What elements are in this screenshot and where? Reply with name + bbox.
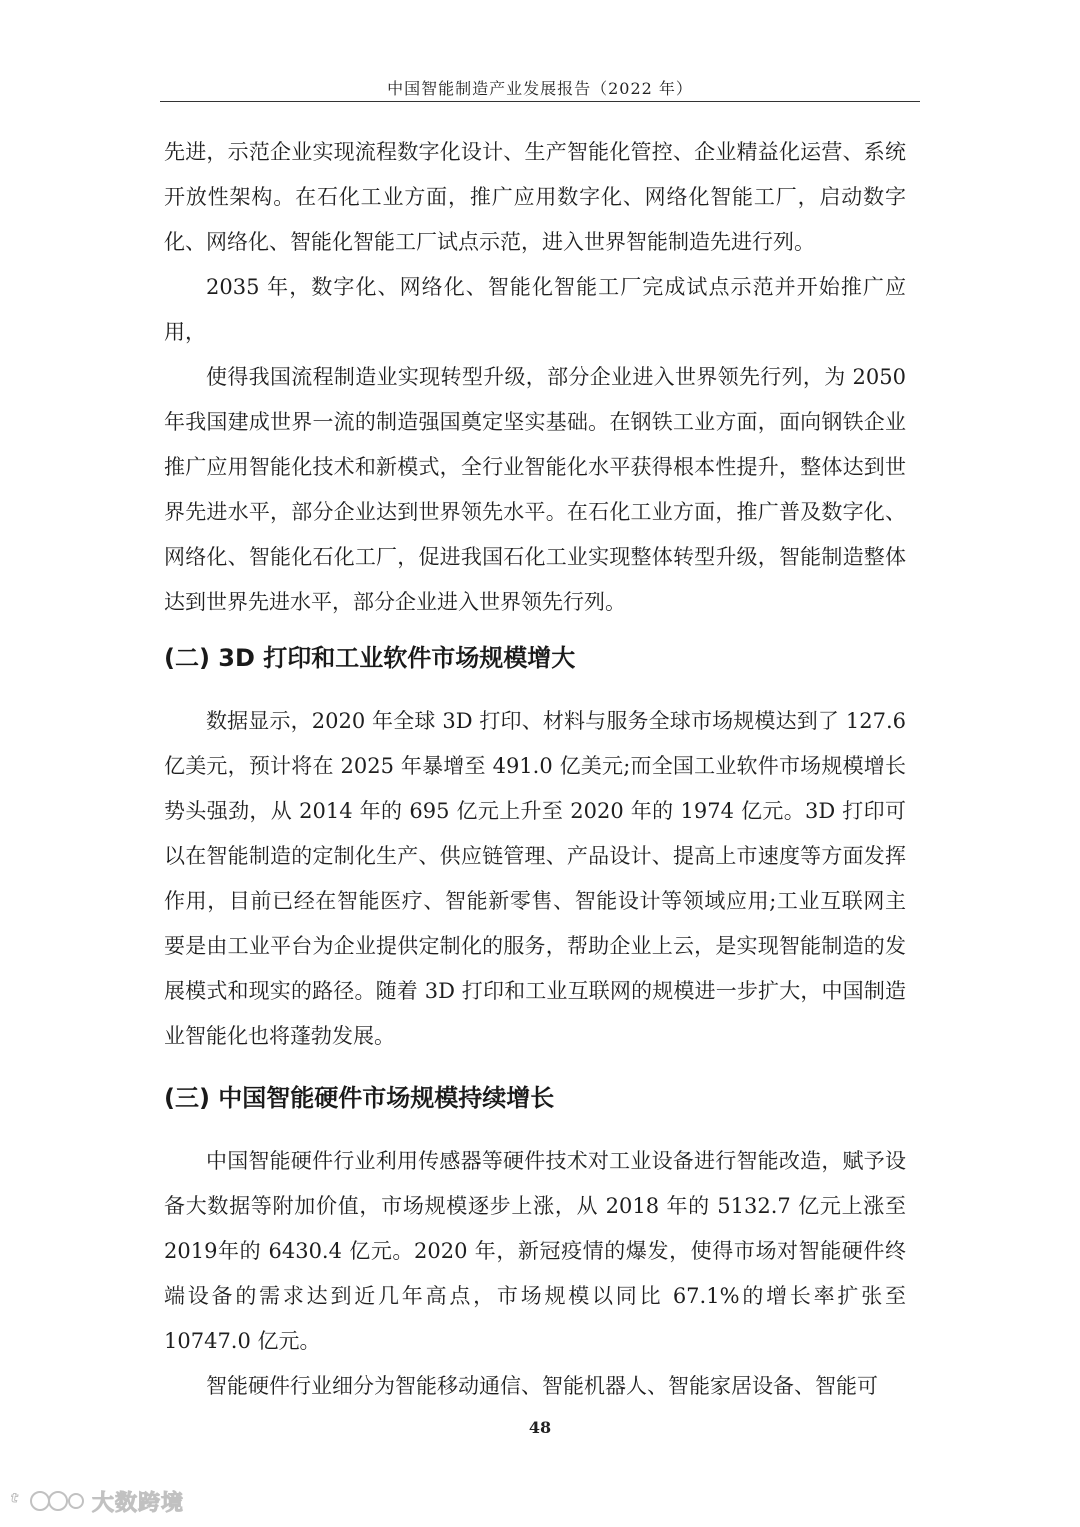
- running-header: 中国智能制造产业发展报告（2022 年）: [387, 79, 693, 98]
- watermark-text: 大数跨境: [92, 1490, 185, 1516]
- page-number: 48: [528, 1418, 552, 1437]
- paragraph: 使得我国流程制造业实现转型升级，部分企业进入世界领先行列，为 2050 年我国建成世界一流的制造强国奠定坚实基础。在钢铁工业方面，面向钢铁企业推广应用智能化技术和新模式，全行业智能化水平获得根本性提升，整体达到世界先进水平，部分企业达到世界领先水平。在石化工业方面，推广普及数字化、网络化、智能化石化工厂，促进我国石化工业实现整体转型升级，智能制造整体达到世界先进水平，部分企业进入世界领先行列。: [164, 365, 906, 614]
- section-heading: (二) 3D 打印和工业软件市场规模增大: [164, 644, 576, 672]
- paragraph: 数据显示，2020 年全球 3D 打印、材料与服务全球市场规模达到了 127.6 亿美元，预计将在 2025 年暴增至 491.0 亿美元;而全国工业软件市场规模增长势头强劲，从 2014 年的 695 亿元上升至 2020 年的 1974 亿元。3D 打印可以在智能制造的定制化生产、供应链管理、产品设计、提高上市速度等方面发挥作用，目前已经在智能医疗、智能新零售、智能设计等领域应用;工业互联网主要是由工业平台为企业提供定制化的服务，帮助企业上云，是实现智能制造的发展模式和现实的路径。随着 3D 打印和工业互联网的规模进一步扩大，中国制造业智能化也将蓬勃发展。: [164, 709, 906, 1048]
- watermark: [8, 1484, 184, 1518]
- paragraph: 先进，示范企业实现流程数字化设计、生产智能化管控、企业精益化运营、系统开放性架构。在石化工业方面，推广应用数字化、网络化智能工厂，启动数字化、网络化、智能化智能工厂试点示范，进入世界智能制造先进行列。: [164, 140, 906, 254]
- body-text: [164, 130, 906, 1409]
- watermark-logo-icon: [8, 1486, 86, 1516]
- paragraph: 智能硬件行业细分为智能移动通信、智能机器人、智能家居设备、智能可: [206, 1374, 878, 1398]
- svg-text:ᵗ: ᵗ: [10, 1490, 19, 1515]
- section-heading: (三) 中国智能硬件市场规模持续增长: [164, 1084, 555, 1112]
- header-rule: [160, 101, 920, 102]
- paragraph: 中国智能硬件行业利用传感器等硬件技术对工业设备进行智能改造，赋予设备大数据等附加价值，市场规模逐步上涨，从 2018 年的 5132.7 亿元上涨至 2019年的 6430.4 亿元。2020 年，新冠疫情的爆发，使得市场对智能硬件终端设备的需求达到近几年高点，市场规模以同比 67.1%的增长率扩张至 10747.0 亿元。: [164, 1149, 906, 1353]
- paragraph: 2035 年，数字化、网络化、智能化智能工厂完成试点示范并开始推广应用，: [164, 275, 906, 344]
